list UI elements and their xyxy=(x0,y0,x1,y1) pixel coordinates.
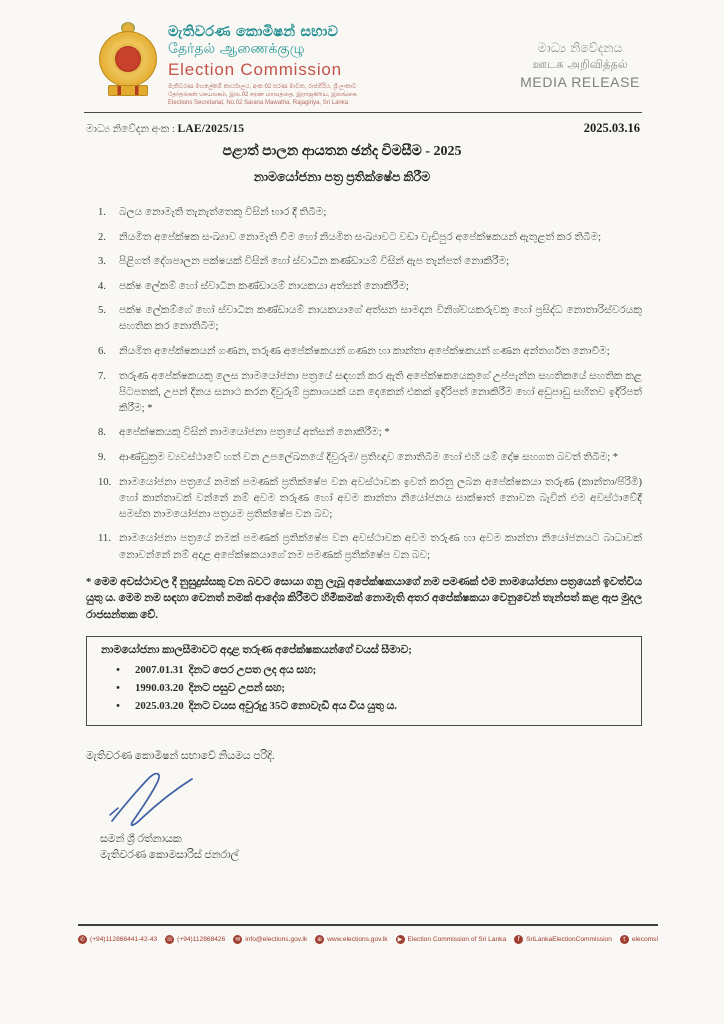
list-item xyxy=(98,279,642,295)
footer-email[interactable] xyxy=(233,935,307,944)
footer-youtube[interactable] xyxy=(396,935,507,944)
item-text: පක්ෂ ලේකම්ගේ හෝ ස්වාධීන කණ්ඩායම් නායකයාගේ අත්සන සාමදාන විනිශ්චයකරුවකු හෝ ප්‍රසිද්ධ නොතාරිස්වරයකු සහතික කර නොතිබීම; xyxy=(119,305,642,333)
age-bullet-item xyxy=(101,679,629,697)
youtube-text: Election Commission of Sri Lanka xyxy=(407,936,507,943)
org-name-english: Election Commission xyxy=(168,60,342,79)
item-text: අපේක්ෂකයකු විසින් නාමයෝජනා පත්‍රයේ අත්සන් නොකිරීම; * xyxy=(119,427,390,439)
signatory-name: සමන් ශ්‍රී රත්නායක xyxy=(100,832,182,845)
item-text: පිළිගත් දේශපාලන පක්ෂයක් විසින් හෝ ස්වාධීන කණ්ඩායම් විසින් ඇප තැන්පත් නොකිරීම; xyxy=(119,256,510,268)
globe-icon: ⊕ xyxy=(317,935,323,943)
phone-text: (+94)112868441-42-43 xyxy=(90,936,158,943)
item-number: 9. xyxy=(98,452,106,464)
signatory-title: මැතිවරණ කොමසාරිස් ජනරාල් xyxy=(100,848,239,861)
item-number: 4. xyxy=(98,280,106,292)
reference-label: මාධ්‍ය නිවේදන අංක : xyxy=(86,124,178,135)
emblem-base-icon xyxy=(108,85,148,96)
reference-row xyxy=(86,121,640,136)
list-item xyxy=(98,369,642,417)
org-name-tamil: தேர்தல் ஆணைக்குழு xyxy=(168,41,305,57)
list-item xyxy=(98,254,642,270)
age-bullet-item xyxy=(101,661,629,679)
header-divider xyxy=(84,112,642,113)
item-number: 8. xyxy=(98,427,106,439)
email-text: info@elections.gov.lk xyxy=(245,936,308,943)
item-text: තරුණ අපේක්ෂකයකු ලෙස නාමයෝජනා පත්‍රයේ සඳහන් කර ඇති අපේක්ෂකයෙකුගේ උප්පැන්න සහතිකයේ සහතික කළ පිටපතක්, උපන් දිනය සනාථ කරන දිවුරුම් ප්‍රකාශයක් යන දෙකෙන් එකක් ඉදිරිපත් නොකිරීම හෝ අඩුපාඩු සහිතව ඉදිරිපත් කිරීම; * xyxy=(119,370,642,414)
footer-facebook[interactable] xyxy=(514,935,612,944)
document-date: 2025.03.16 xyxy=(583,121,640,135)
bullet-text: දිනට වයස අවුරුදු 35ට නොවැඩි අය විය යුතු ය. xyxy=(188,700,397,713)
signature-ink-icon xyxy=(108,769,228,831)
item-number: 6. xyxy=(98,346,106,358)
bullet-date: 2025.03.20 xyxy=(135,700,184,713)
contact-footer xyxy=(78,924,658,944)
item-number: 3. xyxy=(98,256,106,268)
list-item xyxy=(98,531,642,563)
bullet-text: දිනට පසුව උපන් සහ; xyxy=(188,682,286,695)
reference-number xyxy=(86,123,244,136)
org-address-tamil: தேர்தல்கள் செயலகம், இல.02 சரண மாவத்தை, இராஜகிரிய, இலங்கை xyxy=(168,92,357,99)
item-number: 1. xyxy=(98,207,106,218)
bullet-icon: • xyxy=(116,663,120,676)
fax-text: (+94)112868426 xyxy=(177,936,226,943)
media-release-tamil: ஊடக அறிவித்தல் xyxy=(532,57,628,71)
asterisk-note: * මෙම අවස්ථාවල දී නුසුදුස්සකු වන බවට සොයා ගනු ලැබූ අපේක්ෂකයාගේ නම පමණක් එම නාමයෝජනා පත්‍රයෙන් ඉවත්විය යුතු ය. මෙම නම සඳහා වෙනත් නමක් ආදේශ කිරීමට හිමිකමක් නොමැති අතර අපේක්ෂකයා වෙනුවෙන් තැන්පත් කළ ඇප මුදල රාජසන්තක වේ. xyxy=(86,575,642,622)
list-item xyxy=(98,450,642,466)
document-body xyxy=(86,205,642,862)
document-title: පළාත් පාලන ආයතන ඡන්ද විමසීම - 2025 xyxy=(222,144,462,159)
list-item xyxy=(98,230,642,246)
contact-row xyxy=(78,935,658,944)
item-text: නාමයෝජනා පත්‍රයේ නමක් පමණක් ප්‍රතික්ෂේප වන අවස්ථාවක ඉවත් කරනු ලබන අපේක්ෂකයා තරුණ (කාන්තා/පිරිමි) හෝ කාන්තාවක් වන්නේ නම් අවම තරුණ හෝ අවම කාන්තා නියෝජනය සාක්ෂාත් නොවන බැවින් එම අවස්ථාවේදී සමස්ත නාමයෝජනා පත්‍රයම ප්‍රතික්ෂේප වන බව; xyxy=(119,476,642,520)
phone-icon: ✆ xyxy=(79,935,86,943)
media-release-block xyxy=(520,40,640,90)
youtube-icon: ▶ xyxy=(396,935,405,944)
email-icon: ✉ xyxy=(235,935,241,943)
signature xyxy=(108,769,642,831)
facebook-text: SriLankaElectionCommission xyxy=(526,936,612,943)
by-order-line: මැතිවරණ කොමිෂන් සභාවේ නියමය පරිදි. xyxy=(86,749,275,762)
bullet-text: දිනට පෙර උපත ලද අය සහ; xyxy=(188,663,317,676)
numbered-list xyxy=(86,205,642,564)
facebook-icon: f xyxy=(514,935,523,944)
org-address xyxy=(168,83,357,107)
emblem-lion-icon xyxy=(112,43,144,75)
media-release-sinhala: මාධ්‍ය නිවේදනය xyxy=(537,40,623,55)
bullet-icon: • xyxy=(116,700,120,713)
org-address-english: Elections Secretariat, No.02 Sarana Mawatha, Rajagiriya, Sri Lanka xyxy=(168,100,349,107)
list-item xyxy=(98,475,642,523)
bullet-icon: • xyxy=(116,682,120,695)
document-subtitle: නාමයෝජනා පත්‍ර ප්‍රතික්ෂේප කිරීම xyxy=(253,170,431,184)
media-release-english: MEDIA RELEASE xyxy=(520,74,640,90)
age-bullet-item xyxy=(101,697,629,715)
footer-website[interactable] xyxy=(315,935,387,944)
org-address-sinhala: මැතිවරණ මහලේකම් කාර්යාලය, අංක 02 සරණ මාවත, රාජගිරිය, ශ්‍රී ලංකාව xyxy=(168,84,357,90)
org-name-sinhala: මැතිවරණ කොමිෂන් සභාව xyxy=(168,24,339,40)
item-text: ආණ්ඩුක්‍රම ව්‍යවස්ථාවේ හත් වන උපලේඛනයේ දිවුරුම/ ප්‍රතිඥාව නොතිබීම හෝ එහි යම් දෝෂ සහගත බවත් තිබීම; * xyxy=(119,452,619,464)
item-text: නාමයෝජනා පත්‍රයේ නමක් පමණක් ප්‍රතික්ෂේප වන අවස්ථාවක අවම තරුණ හා අවම කාන්තා නියෝජනයට බාධාවක් නොවන්නේ නම් අදාළ අපේක්ෂකයාගේ නම පමණක් ප්‍රතික්ෂේප වන බව; xyxy=(119,533,642,561)
list-item xyxy=(98,425,642,441)
footer-fax xyxy=(165,935,225,944)
item-number: 2. xyxy=(98,231,106,243)
bullet-date: 2007.01.31 xyxy=(135,663,184,676)
reference-value: LAE/2025/15 xyxy=(177,123,245,135)
twitter-icon: t xyxy=(620,935,629,944)
age-bullet-list xyxy=(101,661,629,716)
footer-phone xyxy=(78,935,157,944)
item-number: 10. xyxy=(98,476,112,488)
item-number: 5. xyxy=(98,305,106,317)
fax-icon: ☏ xyxy=(165,935,174,943)
item-number: 7. xyxy=(98,370,106,382)
org-name-block xyxy=(168,22,357,107)
item-text: නියමිත අපේක්ෂකයන් ගණන, තරුණ අපේක්ෂකයන් ගණන හා කාන්තා අපේක්ෂකයන් ගණන අන්තර්ගත නොවීම; xyxy=(119,346,610,358)
item-number: 11. xyxy=(98,533,111,545)
footer-twitter[interactable] xyxy=(620,935,658,944)
item-text: පක්ෂ ලේකම් හෝ ස්වාධීන කණ්ඩායම් නායකයා අත්සන් නොකිරීම; xyxy=(119,280,409,292)
twitter-text: elecomsl xyxy=(631,936,658,943)
list-item xyxy=(98,344,642,360)
bullet-date: 1990.03.20 xyxy=(135,682,184,695)
list-item xyxy=(98,303,642,335)
emblem-ring-icon xyxy=(99,31,157,87)
website-text: www.elections.gov.lk xyxy=(327,936,388,943)
sri-lanka-emblem-logo xyxy=(98,22,158,100)
age-limit-box xyxy=(86,636,642,726)
item-text: නියමිත අපේක්ෂක සංඛ්‍යාව නොමැති වීම හෝ නියමිත සංඛ්‍යාවට වඩා වැඩිපුර අපේක්ෂකයන් ඇතුළත් කර තිබීම; xyxy=(119,231,602,243)
list-item xyxy=(98,205,642,221)
age-box-title: නාමයෝජනා කාලසීමාවට අදාළ තරුණ අපේක්ෂකයන්ගේ වයස් සීමාව; xyxy=(101,643,412,656)
item-text: බලය නොමැති තැනැත්තෙකු විසින් භාර දී තිබීම; xyxy=(119,207,327,218)
letterhead xyxy=(98,22,640,108)
